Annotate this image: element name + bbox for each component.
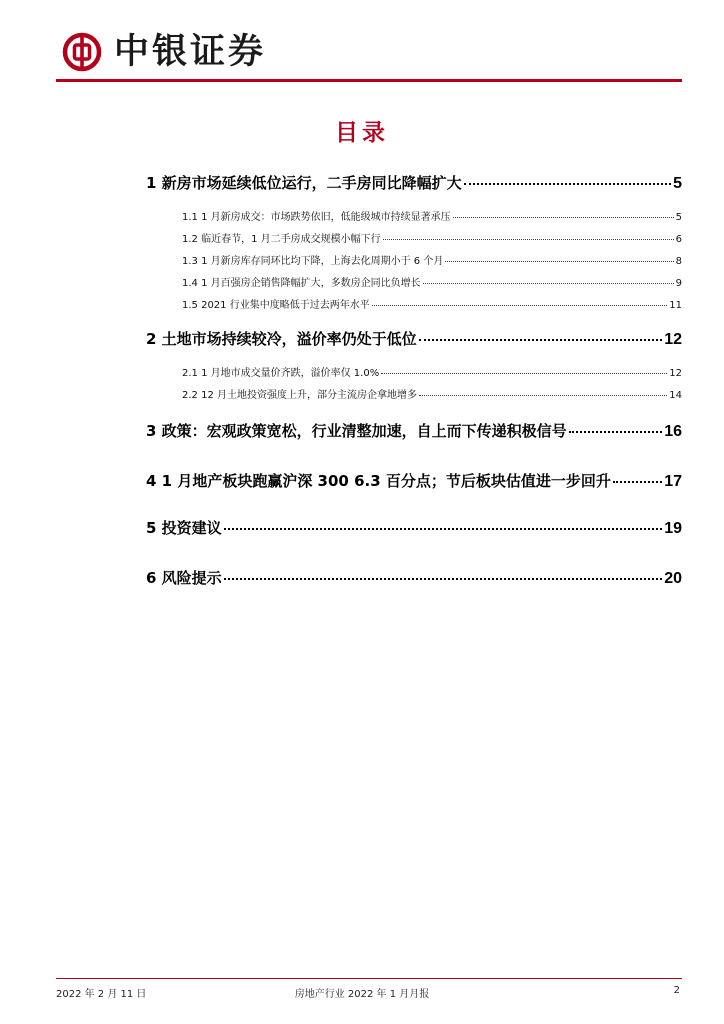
toc-entry[interactable] — [182, 274, 682, 289]
toc-entry-page: 9 — [675, 278, 682, 289]
toc-entry-page: 16 — [664, 423, 682, 440]
toc-entry-text: 1.3 1 月新房库存同环比均下降，上海去化周期小于 6 个月 — [182, 256, 444, 267]
toc-entry-page: 17 — [664, 473, 682, 490]
dot-leader — [372, 304, 668, 306]
footer-page-number: 2 — [673, 985, 680, 996]
toc-entry-text: 5 投资建议 — [146, 519, 222, 537]
dot-leader — [445, 260, 673, 262]
dot-leader — [381, 372, 667, 374]
dot-leader — [383, 238, 674, 240]
toc-entry[interactable] — [182, 252, 682, 267]
toc-entry-text: 1.4 1 月百强房企销售降幅扩大，多数房企同比负增长 — [182, 278, 421, 289]
toc-entry-page: 12 — [669, 368, 682, 379]
footer-date: 2022 年 2 月 11 日 — [56, 989, 147, 1000]
toc-entry-page: 5 — [673, 175, 682, 192]
dot-leader — [419, 394, 667, 396]
toc-entry-text: 1 新房市场延续低位运行，二手房同比降幅扩大 — [146, 174, 462, 192]
toc-entry-page: 6 — [675, 234, 682, 245]
dot-leader — [453, 216, 674, 218]
toc-entry-text: 4 1 月地产板块跑赢沪深 300 6.3 百分点；节后板块估值进一步回升 — [146, 472, 611, 490]
toc-title: 目录 — [335, 120, 389, 146]
toc-entry-text: 6 风险提示 — [146, 569, 222, 587]
toc-entry-page: 20 — [664, 570, 682, 587]
dot-leader — [613, 480, 662, 483]
toc-entry[interactable] — [146, 328, 682, 349]
bank-of-china-logo-icon — [62, 32, 102, 72]
dot-leader — [224, 577, 663, 580]
footer-doc-title: 房地产行业 2022 年 1 月月报 — [294, 989, 430, 1000]
toc-entry[interactable] — [146, 470, 682, 491]
header-rule — [56, 79, 682, 82]
toc-entry[interactable] — [146, 517, 682, 538]
toc-entry-text: 1.2 临近春节，1 月二手房成交规模小幅下行 — [182, 234, 381, 245]
toc-entry-page: 5 — [675, 212, 682, 223]
toc-entry-text: 1.5 2021 行业集中度略低于过去两年水平 — [182, 300, 370, 311]
dot-leader — [419, 338, 663, 341]
toc-entry-page: 11 — [669, 300, 682, 311]
toc-entry[interactable] — [182, 296, 682, 311]
footer-rule — [56, 978, 682, 979]
toc-entry[interactable] — [182, 386, 682, 401]
dot-leader — [224, 527, 663, 530]
dot-leader — [423, 282, 674, 284]
toc-entry[interactable] — [182, 364, 682, 379]
toc-entry[interactable] — [146, 420, 682, 441]
toc-entry[interactable] — [182, 230, 682, 245]
toc-entry-page: 8 — [675, 256, 682, 267]
dot-leader — [569, 430, 663, 433]
toc-entry[interactable] — [146, 172, 682, 193]
toc-entry-page: 19 — [664, 520, 682, 537]
toc-entry[interactable] — [146, 567, 682, 588]
toc-entry-text: 3 政策：宏观政策宽松，行业清整加速，自上而下传递积极信号 — [146, 422, 567, 440]
toc-entry-page: 14 — [669, 390, 682, 401]
toc-entry-text: 2 土地市场持续较冷，溢价率仍处于低位 — [146, 330, 417, 348]
dot-leader — [464, 182, 671, 185]
toc-entry-text: 2.2 12 月土地投资强度上升，部分主流房企拿地增多 — [182, 390, 417, 401]
toc-entry-page: 12 — [664, 331, 682, 348]
toc-entry-text: 1.1 1 月新房成交：市场跌势依旧，低能级城市持续显著承压 — [182, 212, 451, 223]
toc-entry-text: 2.1 1 月地市成交量价齐跌，溢价率仅 1.0% — [182, 368, 380, 379]
toc-entry[interactable] — [182, 208, 682, 223]
page-header — [56, 26, 682, 76]
brand-name: 中银证券 — [114, 31, 267, 72]
